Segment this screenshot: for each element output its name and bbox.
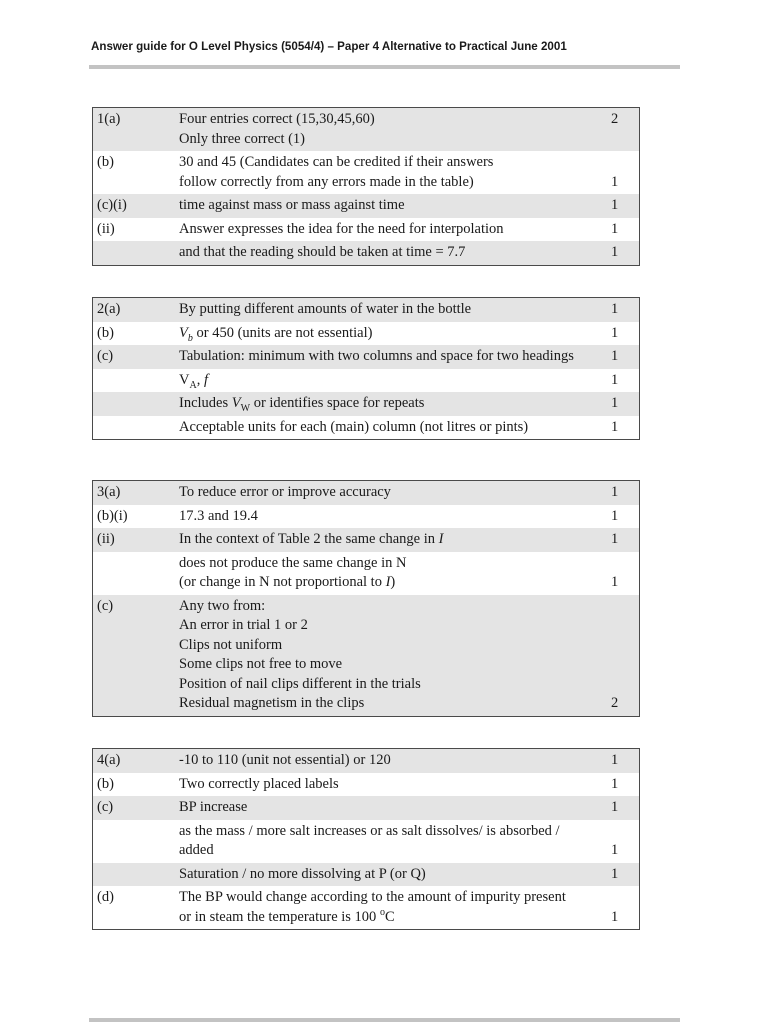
answer-text — [179, 863, 611, 887]
footer-divider — [89, 1018, 680, 1022]
question-label: 3(a) — [93, 481, 180, 505]
header-divider — [89, 65, 680, 69]
question-label: (c) — [93, 796, 180, 820]
mark-value: 1 — [611, 418, 619, 435]
mark-row — [93, 481, 640, 505]
question-label: (ii) — [93, 528, 180, 552]
mark-value: 1 — [611, 863, 640, 887]
mark-value: 2 — [611, 108, 640, 152]
answer-line: time against mass or mass against time — [179, 197, 405, 213]
question-3-table — [92, 480, 640, 717]
mark-row — [93, 416, 640, 440]
answer-text — [179, 241, 611, 265]
answer-text — [179, 194, 611, 218]
mark-row — [93, 218, 640, 242]
question-label — [93, 863, 180, 887]
question-label: 2(a) — [93, 298, 180, 322]
mark-value: 1 — [611, 298, 640, 322]
mark-row — [93, 552, 640, 595]
mark-row — [93, 151, 640, 194]
answer-text: Includes $V_W$ or identifies space for repeats — [179, 392, 611, 416]
mark-value: 1 — [611, 481, 640, 505]
mark-row — [93, 392, 640, 416]
answer-line: Clips not uniform — [179, 636, 283, 653]
answer-line: Tabulation: minimum with two columns and space for two headings — [179, 348, 574, 364]
answer-line: Any two from: — [179, 597, 266, 614]
answer-text: In the context of Table 2 the same change in I — [179, 528, 611, 552]
question-1-table — [92, 107, 640, 266]
mark-value: 1 — [611, 528, 640, 552]
answer-text — [179, 481, 611, 505]
question-label: (ii) — [97, 220, 115, 237]
answer-text: $V_A$, f — [179, 371, 208, 391]
mark-row — [93, 369, 640, 393]
answer-line: 17.3 and 19.4 — [179, 507, 258, 524]
answer-line: Residual magnetism in the clips — [179, 695, 365, 711]
answer-text — [179, 345, 611, 369]
mark-row — [93, 820, 640, 863]
answer-line: Saturation / no more dissolving at P (or Q) — [179, 865, 426, 882]
mark-row — [93, 886, 640, 930]
answer-text — [179, 416, 611, 440]
answer-line: By putting different amounts of water in the bottle — [179, 301, 472, 317]
answer-line: -10 to 110 (unit not essential) or 120 — [179, 752, 391, 768]
answer-text — [179, 749, 611, 773]
answer-line: Some clips not free to move — [179, 656, 343, 672]
mark-row — [93, 595, 640, 717]
answer-text — [179, 773, 611, 797]
mark-value: 1 — [611, 194, 640, 218]
mark-row — [93, 796, 640, 820]
answer-text: $V_b$ or 450 (units are not essential) — [179, 324, 373, 344]
answer-text — [179, 505, 611, 529]
answer-text — [179, 595, 611, 717]
mark-value: 1 — [611, 749, 640, 773]
question-label: (d) — [97, 889, 114, 905]
mark-row — [93, 241, 640, 265]
mark-row — [93, 194, 640, 218]
mark-row — [93, 773, 640, 797]
mark-row — [93, 749, 640, 773]
question-label: (c) — [93, 345, 180, 369]
mark-row — [93, 505, 640, 529]
question-label — [93, 241, 180, 265]
mark-row — [93, 108, 640, 152]
answer-text — [179, 151, 611, 194]
mark-value: 1 — [611, 908, 619, 925]
mark-value: 1 — [611, 842, 619, 858]
answer-text — [179, 820, 611, 863]
answer-line: follow correctly from any errors made in the table) — [179, 173, 474, 190]
page-header: Answer guide for O Level Physics (5054/4) – Paper 4 Alternative to Practical June 2001 — [91, 40, 567, 53]
mark-value: 1 — [611, 241, 640, 265]
question-label — [93, 552, 180, 595]
answer-line: added — [179, 842, 214, 858]
question-2-table — [92, 297, 640, 440]
mark-row — [93, 863, 640, 887]
question-label — [93, 416, 180, 440]
answer-text: The BP would change according to the amount of impurity present or in steam the temperature is 100 $^o$C — [179, 889, 566, 925]
mark-value: 1 — [611, 371, 619, 388]
answer-line: as the mass / more salt increases or as salt dissolves/ is absorbed / — [179, 822, 560, 839]
answer-line: An error in trial 1 or 2 — [179, 617, 308, 633]
question-label: (b) — [97, 324, 114, 341]
answer-line: Acceptable units for each (main) column (not litres or pints) — [179, 418, 529, 435]
mark-row — [93, 345, 640, 369]
mark-value: 1 — [611, 392, 640, 416]
answer-line: and that the reading should be taken at time = 7.7 — [179, 244, 466, 260]
mark-value: 1 — [611, 220, 619, 237]
mark-value: 1 — [611, 796, 640, 820]
answer-text — [179, 298, 611, 322]
answer-line: Two correctly placed labels — [179, 775, 339, 792]
question-label — [93, 820, 180, 863]
mark-value: 1 — [611, 775, 619, 792]
answer-line: 30 and 45 (Candidates can be credited if their answers — [179, 154, 494, 170]
mark-value: 1 — [611, 507, 619, 524]
mark-row — [93, 528, 640, 552]
mark-row — [93, 298, 640, 322]
answer-line: Four entries correct (15,30,45,60) — [179, 111, 375, 127]
answer-line: Only three correct (1) — [179, 130, 306, 147]
mark-value: 1 — [611, 574, 619, 590]
answer-line: BP increase — [179, 799, 248, 815]
answer-text: does not produce the same change in N (or change in N not proportional to I) — [179, 554, 407, 590]
mark-value: 2 — [611, 595, 640, 717]
mark-row — [93, 322, 640, 346]
question-label: (b) — [97, 154, 114, 170]
question-label — [93, 369, 180, 393]
question-label: 1(a) — [93, 108, 180, 152]
question-label: (b) — [97, 775, 114, 792]
answer-text — [179, 796, 611, 820]
question-label: 4(a) — [93, 749, 180, 773]
question-label — [93, 392, 180, 416]
answer-line: To reduce error or improve accuracy — [179, 484, 391, 500]
mark-value: 1 — [611, 324, 619, 341]
question-label: (c) — [93, 595, 180, 717]
question-label: (c)(i) — [93, 194, 180, 218]
answer-line: Position of nail clips different in the trials — [179, 675, 421, 692]
answer-text — [179, 108, 611, 152]
mark-value: 1 — [611, 345, 640, 369]
question-4-table — [92, 748, 640, 930]
question-label: (b)(i) — [97, 507, 128, 524]
answer-text — [179, 218, 611, 242]
mark-value: 1 — [611, 173, 619, 190]
answer-line: Answer expresses the idea for the need for interpolation — [179, 220, 504, 237]
